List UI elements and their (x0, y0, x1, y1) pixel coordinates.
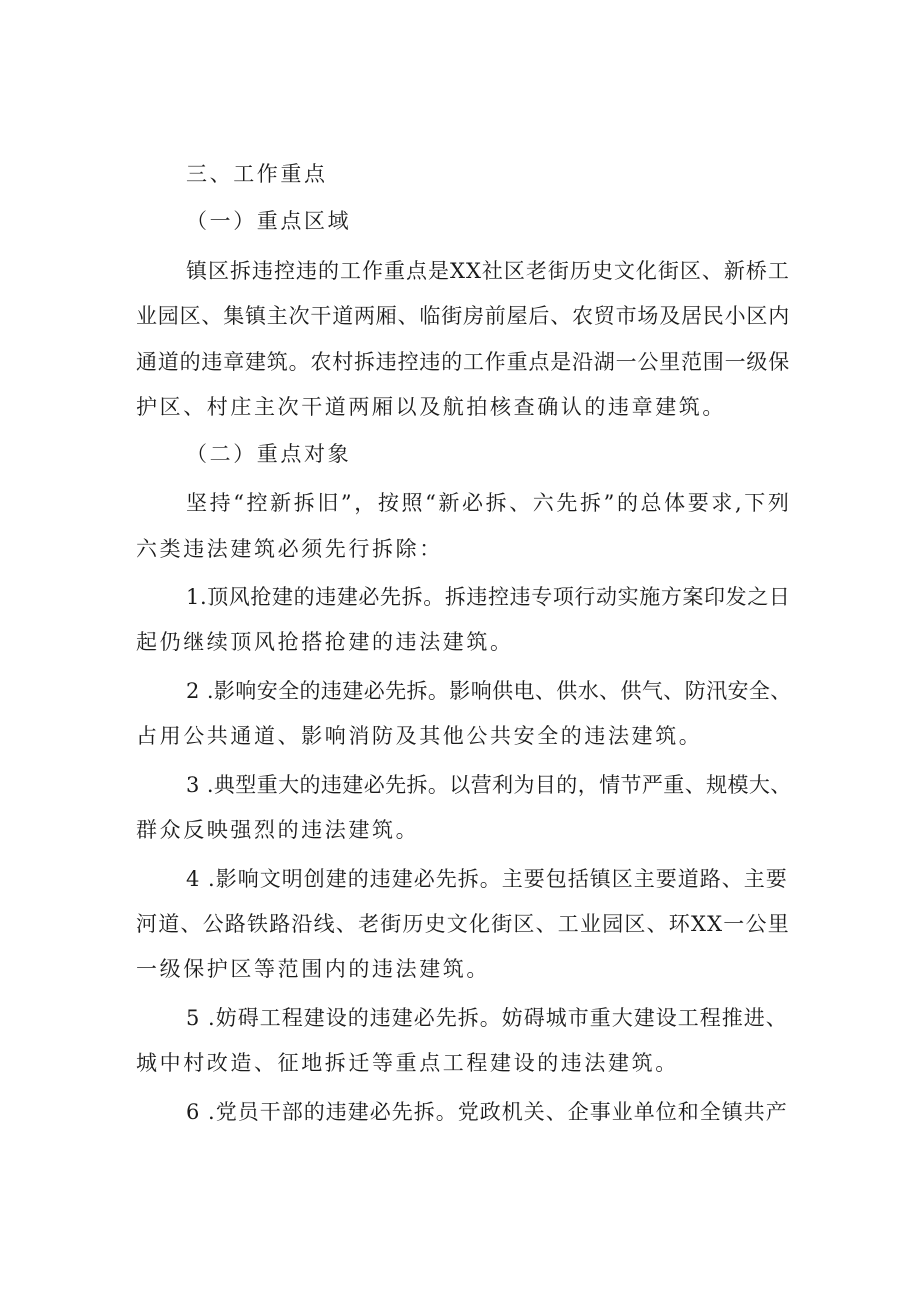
list-item-line: 4 .影响文明创建的违建必先拆。主要包括镇区主要道路、主要 (186, 867, 788, 891)
list-item-line: 1.顶风抢建的违建必先拆。拆违控违专项行动实施方案印发之日 (186, 585, 791, 609)
subsection-heading: （二）重点对象 (186, 442, 352, 466)
list-item-line: 城中村改造、征地拆迁等重点工程建设的违法建筑。 (136, 1051, 679, 1075)
subsection-heading: （一）重点区域 (186, 209, 352, 233)
list-item-line: 6 .党员干部的违建必先拆。党政机关、企事业单位和全镇共产 (186, 1100, 788, 1124)
list-item-line: 起仍继续顶风抢搭抢建的违法建筑。 (136, 630, 514, 654)
list-item-line: 2 .影响安全的违建必先拆。影响供电、供水、供气、防汛安全、 (186, 679, 792, 703)
list-item-line: 河道、公路铁路沿线、老街历史文化街区、工业园区、环XX一公里 (136, 912, 790, 936)
list-item-line: 占用公共通道、影响消防及其他公共安全的违法建筑。 (136, 724, 703, 748)
paragraph-line: 六类违法建筑必须先行拆除： (136, 537, 443, 561)
paragraph-line: 坚持“控新拆旧”，按照“新必拆、六先拆”的总体要求,下列 (186, 491, 792, 515)
list-item-line: 群众反映强烈的违法建筑。 (136, 818, 420, 842)
paragraph-line: 护区、村庄主次干道两厢以及航拍核查确认的违章建筑。 (136, 395, 726, 419)
list-item-line: 5 .妨碍工程建设的违建必先拆。妨碍城市重大建设工程推进、 (186, 1006, 788, 1030)
list-item-line: 3 .典型重大的违建必先拆。以营利为目的，情节严重、规模大、 (186, 773, 792, 797)
paragraph-line: 镇区拆违控违的工作重点是XX社区老街历史文化街区、新桥工 (186, 259, 790, 283)
paragraph-line: 业园区、集镇主次干道两厢、临街房前屋后、农贸市场及居民小区内 (136, 304, 790, 328)
paragraph-line: 通道的违章建筑。农村拆违控违的工作重点是沿湖一公里范围一级保 (136, 350, 790, 374)
list-item-line: 一级保护区等范围内的违法建筑。 (136, 957, 490, 981)
section-heading: 三、工作重点 (186, 162, 328, 186)
